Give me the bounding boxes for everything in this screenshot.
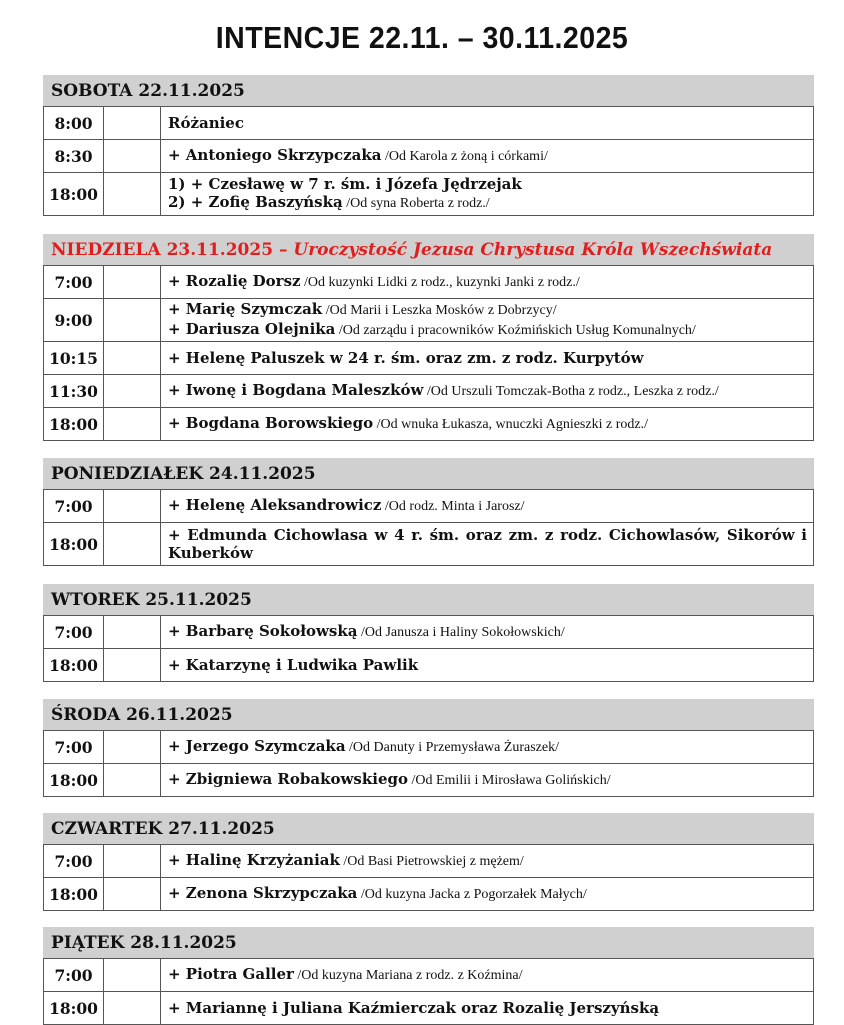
mass-time: 18:00	[44, 649, 104, 682]
intention-cell	[161, 845, 814, 878]
intention-line	[168, 884, 807, 904]
mass-time: 18:00	[44, 992, 104, 1025]
intentions-table	[43, 615, 814, 682]
intention-line	[168, 622, 807, 642]
table-row	[44, 731, 814, 764]
table-row	[44, 616, 814, 649]
intention-line	[168, 175, 807, 193]
table-row	[44, 845, 814, 878]
intention-name: + Jerzego Szymczaka	[168, 737, 346, 755]
table-row	[44, 878, 814, 911]
day-header	[43, 927, 814, 958]
day-header	[43, 234, 814, 265]
intention-donor: /Od Emilii i Mirosława Golińskich/	[407, 773, 611, 788]
intention-name: + Halinę Krzyżaniak	[168, 851, 340, 869]
intention-line	[168, 656, 807, 674]
blank-cell	[104, 173, 161, 216]
intention-name: + Edmunda Cichowlasa w 4 r. śm. oraz zm. z rodz. Cichowlasów, Sikorów i Kuberków	[168, 526, 807, 562]
intention-donor: /Od Janusza i Haliny Sokołowskich/	[357, 625, 565, 640]
intention-name: + Zbigniewa Robakowskiego	[168, 770, 408, 788]
table-row	[44, 299, 814, 342]
blank-cell	[104, 959, 161, 992]
intention-cell	[161, 140, 814, 173]
mass-time: 7:00	[44, 266, 104, 299]
mass-time: 9:00	[44, 299, 104, 342]
day-section	[43, 813, 814, 911]
intention-cell	[161, 959, 814, 992]
day-section	[43, 584, 814, 682]
intention-line	[168, 349, 807, 367]
mass-time: 7:00	[44, 616, 104, 649]
intention-line	[168, 737, 807, 757]
table-row	[44, 490, 814, 523]
blank-cell	[104, 878, 161, 911]
intention-line	[168, 114, 807, 132]
mass-time: 8:00	[44, 107, 104, 140]
blank-cell	[104, 266, 161, 299]
day-date: PIĄTEK 28.11.2025	[51, 933, 237, 953]
day-date: PONIEDZIAŁEK 24.11.2025	[51, 464, 316, 484]
intentions-table	[43, 730, 814, 797]
intention-name: + Marię Szymczak	[168, 300, 323, 318]
intention-name: + Antoniego Skrzypczaka	[168, 146, 382, 164]
mass-time: 18:00	[44, 764, 104, 797]
intention-line	[168, 381, 807, 401]
intention-name: + Bogdana Borowskiego	[168, 414, 374, 432]
intention-line	[168, 999, 807, 1017]
intention-donor: /Od rodz. Minta i Jarosz/	[381, 499, 525, 514]
intention-donor: /Od zarządu i pracowników Koźmińskich Usług Komunalnych/	[335, 323, 696, 338]
intention-line	[168, 272, 807, 292]
blank-cell	[104, 731, 161, 764]
intention-cell	[161, 107, 814, 140]
blank-cell	[104, 616, 161, 649]
table-row	[44, 408, 814, 441]
intention-line	[168, 193, 807, 213]
intention-name: 1) + Czesławę w 7 r. śm. i Józefa Jędrzejak	[168, 175, 522, 193]
intention-cell	[161, 375, 814, 408]
intention-line	[168, 496, 807, 516]
intention-cell	[161, 299, 814, 342]
day-section	[43, 699, 814, 797]
intention-donor: /Od kuzyna Jacka z Pogorzałek Małych/	[357, 887, 587, 902]
intention-donor: /Od Basi Pietrowskiej z mężem/	[339, 854, 524, 869]
mass-time: 7:00	[44, 490, 104, 523]
intention-line	[168, 526, 807, 562]
intention-cell	[161, 523, 814, 566]
intention-cell	[161, 408, 814, 441]
intention-name: + Barbarę Sokołowską	[168, 622, 358, 640]
day-section	[43, 458, 814, 566]
intention-name: + Dariusza Olejnika	[168, 320, 336, 338]
intentions-table	[43, 489, 814, 566]
day-section	[43, 75, 814, 216]
blank-cell	[104, 523, 161, 566]
blank-cell	[104, 649, 161, 682]
intention-cell	[161, 490, 814, 523]
table-row	[44, 140, 814, 173]
page-title: INTENCJE 22.11. – 30.11.2025	[215, 20, 629, 55]
intention-donor: /Od kuzyna Mariana z rodz. z Koźmina/	[293, 968, 523, 983]
table-row	[44, 342, 814, 375]
intention-name: Różaniec	[168, 114, 244, 132]
blank-cell	[104, 140, 161, 173]
day-header	[43, 699, 814, 730]
day-date: CZWARTEK 27.11.2025	[51, 819, 275, 839]
blank-cell	[104, 408, 161, 441]
intention-name: + Katarzynę i Ludwika Pawlik	[168, 656, 419, 674]
intention-donor: /Od Marii i Leszka Mosków z Dobrzycy/	[322, 303, 557, 318]
day-header	[43, 75, 814, 106]
intention-name: + Helenę Aleksandrowicz	[168, 496, 382, 514]
day-date: WTOREK 25.11.2025	[51, 590, 252, 610]
intention-donor: /Od Urszuli Tomczak-Botha z rodz., Leszka z rodz./	[423, 384, 719, 399]
day-section	[43, 927, 814, 1025]
mass-time: 7:00	[44, 845, 104, 878]
mass-time: 11:30	[44, 375, 104, 408]
blank-cell	[104, 375, 161, 408]
mass-time: 10:15	[44, 342, 104, 375]
blank-cell	[104, 299, 161, 342]
table-row	[44, 266, 814, 299]
day-header	[43, 813, 814, 844]
mass-time: 8:30	[44, 140, 104, 173]
intention-name: + Helenę Paluszek w 24 r. śm. oraz zm. z rodz. Kurpytów	[168, 349, 644, 367]
intention-line	[168, 320, 807, 340]
intention-donor: /Od kuzynki Lidki z rodz., kuzynki Janki z rodz./	[300, 275, 580, 290]
table-row	[44, 992, 814, 1025]
mass-time: 18:00	[44, 523, 104, 566]
blank-cell	[104, 490, 161, 523]
intention-donor: /Od Karola z żoną i córkami/	[381, 149, 548, 164]
intention-line	[168, 851, 807, 871]
table-row	[44, 649, 814, 682]
intention-line	[168, 300, 807, 320]
mass-time: 7:00	[44, 731, 104, 764]
intention-name: + Mariannę i Juliana Kaźmierczak oraz Rozalię Jerszyńską	[168, 999, 660, 1017]
intention-donor: /Od Danuty i Przemysława Żuraszek/	[345, 740, 559, 755]
blank-cell	[104, 342, 161, 375]
intention-cell	[161, 878, 814, 911]
intention-name: + Zenona Skrzypczaka	[168, 884, 358, 902]
intentions-table	[43, 958, 814, 1025]
mass-time: 18:00	[44, 173, 104, 216]
blank-cell	[104, 107, 161, 140]
day-header	[43, 458, 814, 489]
day-date: NIEDZIELA 23.11.2025 –	[51, 240, 294, 260]
intention-donor: /Od syna Roberta z rodz./	[342, 196, 490, 211]
intention-line	[168, 146, 807, 166]
day-section	[43, 234, 814, 441]
day-date: SOBOTA 22.11.2025	[51, 81, 245, 101]
intention-name: + Rozalię Dorsz	[168, 272, 301, 290]
table-row	[44, 173, 814, 216]
intention-name: + Piotra Galler	[168, 965, 294, 983]
mass-time: 18:00	[44, 878, 104, 911]
intentions-table	[43, 844, 814, 911]
blank-cell	[104, 992, 161, 1025]
intention-cell	[161, 764, 814, 797]
intention-line	[168, 965, 807, 985]
table-row	[44, 764, 814, 797]
table-row	[44, 959, 814, 992]
blank-cell	[104, 764, 161, 797]
intention-line	[168, 770, 807, 790]
intention-line	[168, 414, 807, 434]
intention-cell	[161, 992, 814, 1025]
mass-time: 7:00	[44, 959, 104, 992]
intention-cell	[161, 649, 814, 682]
day-header	[43, 584, 814, 615]
intention-cell	[161, 342, 814, 375]
intention-name: 2) + Zofię Baszyńską	[168, 193, 343, 211]
day-date: ŚRODA 26.11.2025	[51, 705, 233, 725]
intention-cell	[161, 173, 814, 216]
blank-cell	[104, 845, 161, 878]
table-row	[44, 375, 814, 408]
intention-cell	[161, 731, 814, 764]
table-row	[44, 107, 814, 140]
intention-name: + Iwonę i Bogdana Maleszków	[168, 381, 424, 399]
intentions-table	[43, 265, 814, 441]
intention-donor: /Od wnuka Łukasza, wnuczki Agnieszki z rodz./	[373, 417, 648, 432]
intentions-table	[43, 106, 814, 216]
intention-cell	[161, 616, 814, 649]
table-row	[44, 523, 814, 566]
intention-cell	[161, 266, 814, 299]
feast-name: Uroczystość Jezusa Chrystusa Króla Wszechświata	[293, 240, 773, 260]
mass-time: 18:00	[44, 408, 104, 441]
